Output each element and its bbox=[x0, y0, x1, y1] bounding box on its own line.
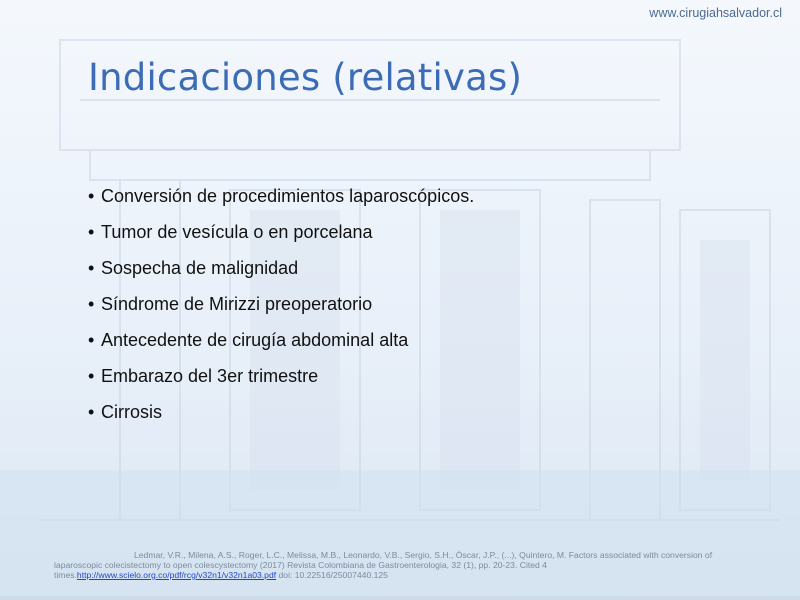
citation-text: Ledmar, V.R., Milena, A.S., Roger, L.C., Melissa, M.B., Leonardo, V.B., Sergio, S.H., Óscar, J.P., (...), Quintero, M. Factors associated with conversion of laparoscopic colecistectomy to open colescystectomy (2017) Revista Colombiana de Gastroenterologia, 32 (1), pp. 20-23. Cited 4 times. bbox=[54, 550, 713, 580]
bullet-marker: • bbox=[88, 330, 95, 350]
bullet-marker: • bbox=[88, 186, 95, 206]
citation-link[interactable]: http://www.scielo.org.co/pdf/rcg/v32n1/v32n1a03.pdf bbox=[76, 570, 277, 580]
bullet-text: Sospecha de malignidad bbox=[101, 258, 299, 278]
bullet-item bbox=[88, 178, 474, 214]
site-url: www.cirugiahsalvador.cl bbox=[649, 6, 782, 20]
bullet-item bbox=[88, 358, 474, 394]
bullet-item bbox=[88, 214, 474, 250]
bullet-item bbox=[88, 394, 474, 430]
bullet-text: Embarazo del 3er trimestre bbox=[101, 366, 319, 386]
bullet-text: Síndrome de Mirizzi preoperatorio bbox=[101, 294, 373, 314]
bullet-text: Tumor de vesícula o en porcelana bbox=[101, 222, 373, 242]
bullet-marker: • bbox=[88, 258, 95, 278]
bullet-text: Cirrosis bbox=[101, 402, 162, 422]
bullet-item bbox=[88, 322, 474, 358]
citation-doi: doi: 10.22516/25007440.125 bbox=[276, 570, 388, 580]
footer-divider bbox=[0, 596, 800, 600]
citation bbox=[54, 550, 744, 580]
bullet-marker: • bbox=[88, 294, 95, 314]
bullet-list bbox=[88, 178, 474, 430]
bullet-marker: • bbox=[88, 222, 95, 242]
bullet-text: Antecedente de cirugía abdominal alta bbox=[101, 330, 409, 350]
bullet-item bbox=[88, 250, 474, 286]
slide-title: Indicaciones (relativas) bbox=[88, 56, 523, 99]
bullet-text: Conversión de procedimientos laparoscópicos. bbox=[101, 186, 475, 206]
bullet-marker: • bbox=[88, 402, 95, 422]
bullet-marker: • bbox=[88, 366, 95, 386]
bullet-item bbox=[88, 286, 474, 322]
